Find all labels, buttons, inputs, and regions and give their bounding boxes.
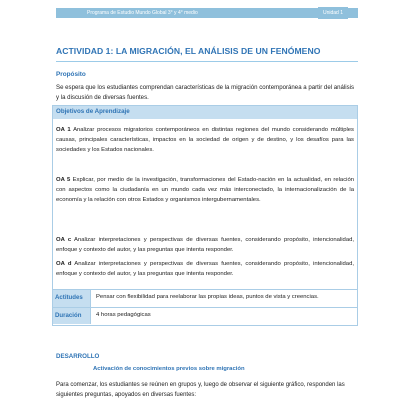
development-heading: DESARROLLO — [56, 353, 100, 360]
development-paragraph: Para comenzar, los estudiantes se reúnen en grupos y, luego de observar el siguiente gráfico, responden las siguientes preguntas, apoyados en diversas fuentes: — [56, 382, 345, 398]
table-border — [52, 105, 358, 326]
objective-code: OA d — [56, 261, 72, 267]
purpose-text: Se espera que los estudiantes comprendan características de la migración contemporánea a partir del análisis y la discusión de diversas fuentes. — [56, 84, 355, 101]
program-title: Programa de Estudio Mundo Global 3° y 4° medio — [87, 10, 198, 16]
objective-text: Analizar procesos migratorios contemporáneos en distintas regiones del mundo considerando múltiples causas, principales características, impactos en la sociedad de origen y de destino, y los desafíos para las sociedades y los Estados nacionales. — [56, 127, 355, 153]
activation-subheading: Activación de conocimientos previos sobre migración — [93, 366, 245, 372]
objectives-table — [52, 105, 358, 326]
title-divider — [56, 61, 358, 62]
attitudes-text: Pensar con flexibilidad para reelaborar las propias ideas, puntos de vista y creencias. — [96, 294, 319, 300]
objective-code: OA 5 — [56, 177, 71, 183]
attitudes-label: Actitudes — [55, 294, 83, 301]
objective-text: Analizar interpretaciones y perspectivas de diversas fuentes, considerando propósito, intencionalidad, enfoque y contexto del autor, y las preguntas que intenta responder. — [56, 237, 355, 253]
objective-code: OA c — [56, 237, 72, 243]
objectives-heading: Objetivos de Aprendizaje — [56, 108, 130, 115]
activity-title: ACTIVIDAD 1: LA MIGRACIÓN, EL ANÁLISIS DE UN FENÓMENO — [56, 46, 321, 56]
objective-text: Explicar, por medio de la investigación, transformaciones del Estado-nación en la actualidad, en relación con aspectos como la ciudadanía en un mundo cada vez más interconectado, la internacionalización de la economía y la relación con otros Estados y organismos intergubernamentales. — [56, 177, 355, 203]
duration-text: 4 horas pedagógicas — [96, 312, 151, 318]
objective-code: OA 1 — [56, 127, 71, 133]
unit-badge: Unidad 1 — [318, 7, 348, 19]
purpose-heading: Propósito — [56, 71, 86, 78]
duration-label: Duración — [55, 312, 82, 319]
objective-text: Analizar interpretaciones y perspectivas de diversas fuentes, considerando propósito, intencionalidad, enfoque y contexto del autor, y las preguntas que intenta responder. — [56, 261, 354, 277]
